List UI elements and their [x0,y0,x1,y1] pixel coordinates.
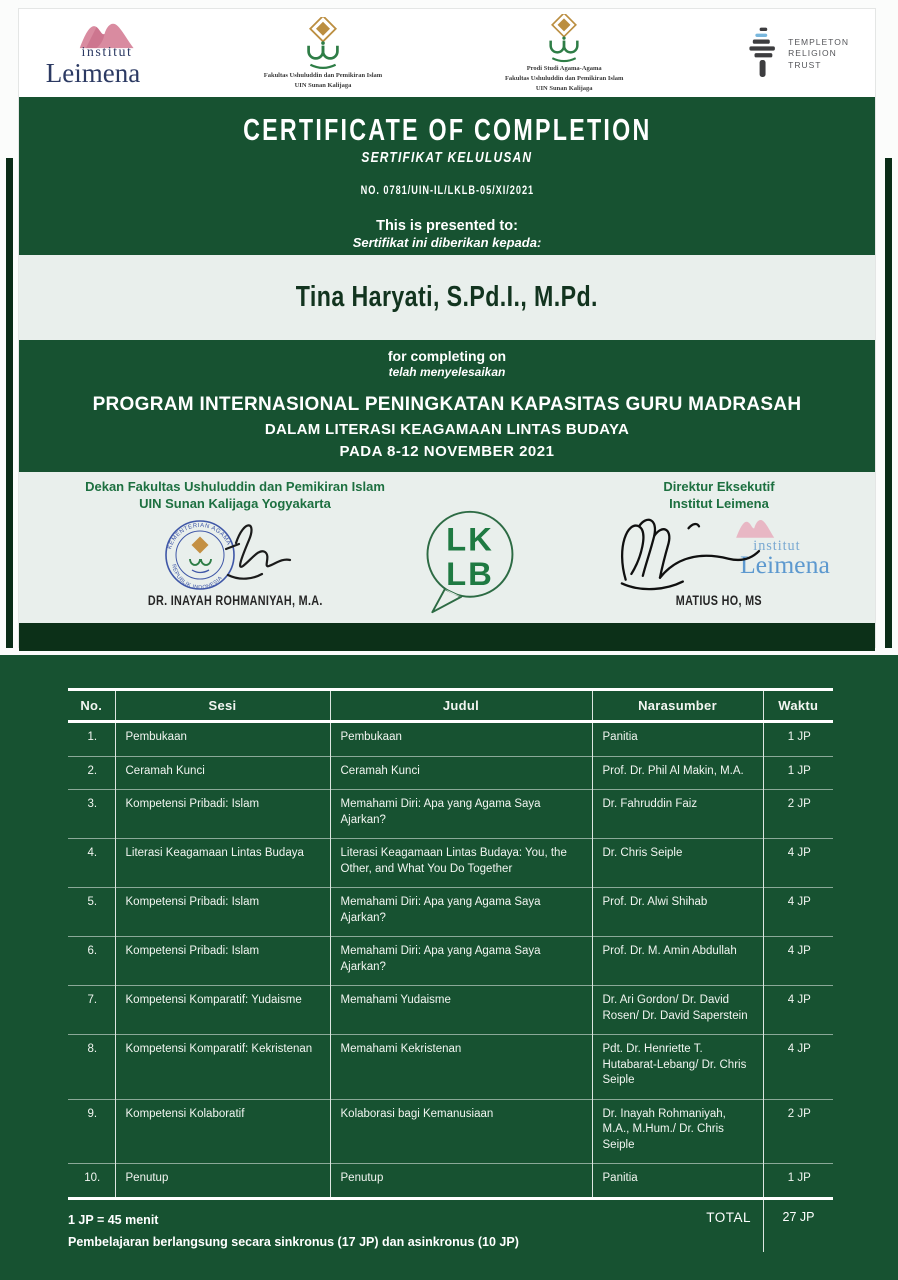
cell-no: 1. [87,731,98,743]
cell-narasumber: Prof. Dr. Phil Al Makin, M.A. [592,756,763,790]
back-page-edge-left [6,158,13,648]
uin-emblem-icon [544,14,584,64]
table-row [68,1035,833,1100]
templeton-tree-icon [746,25,780,83]
presented-to-id: Sertifikat ini diberikan kepada: [352,235,542,250]
cell-judul: Memahami Kekristenan [330,1035,592,1100]
lklb-letters-bottom: LB [446,555,494,593]
certificate-title: CERTIFICATE OF COMPLETION [242,112,652,147]
col-header-waktu: Waktu [763,690,833,722]
cell-narasumber: Panitia [592,1164,763,1199]
total-value: 27 JP [763,1200,833,1252]
cell-narasumber: Dr. Ari Gordon/ Dr. David Rosen/ Dr. David Saperstein [592,986,763,1035]
signature-band [19,472,875,623]
cell-judul: Penutup [330,1164,592,1199]
cell-waktu: 4 JP [763,888,833,937]
signature-left-scribble-icon [226,525,290,578]
watermark-mountain-icon [736,520,774,538]
signatory-right-title2: Institut Leimena [669,495,769,511]
cell-narasumber: Dr. Inayah Rohmaniyah, M.A., M.Hum./ Dr. Chris Seiple [592,1099,763,1164]
col-header-sesi: Sesi [115,690,330,722]
signatory-right [559,479,879,608]
cell-judul: Ceramah Kunci [330,756,592,790]
prodi-logo-line3: UIN Sunan Kalijaga [535,85,593,93]
cell-judul: Kolaborasi bagi Kemanusiaan [330,1099,592,1164]
cell-waktu: 4 JP [763,1035,833,1100]
cell-sesi: Penutup [115,1164,330,1199]
cell-waktu: 4 JP [763,839,833,888]
stamp-text-top: KEMENTERIAN AGAMA [167,522,232,550]
presented-to-en: This is presented to: [376,218,518,234]
cell-narasumber: Dr. Fahruddin Faiz [592,790,763,839]
stamp-text-bottom: REPUBLIK INDONESIA [170,563,224,591]
table-row [68,888,833,937]
cell-narasumber: Panitia [592,722,763,757]
signatory-left [35,479,435,608]
cell-sesi: Kompetensi Komparatif: Yudaisme [115,986,330,1035]
cell-no: 8. [68,1035,115,1100]
cell-sesi: Kompetensi Komparatif: Kekristenan [115,1035,330,1100]
table-row [68,986,833,1035]
table-header-row [68,690,833,722]
lklb-letters-top: LK [446,520,494,558]
leimena-logo-line1: institut [81,45,133,60]
cell-judul: Literasi Keagamaan Lintas Budaya: You, the Other, and What You Do Together [330,839,592,888]
watermark-leimena: Leimena [739,549,830,579]
leimena-logo-line2: Leimena [45,58,141,88]
program-title-line3: PADA 8-12 NOVEMBER 2021 [339,443,555,460]
recipient-name: Tina Haryati, S.Pd.I., M.Pd. [295,281,599,313]
cell-waktu: 2 JP [763,790,833,839]
certificate-number: NO. 0781/UIN-IL/LKLB-05/XI/2021 [360,185,534,197]
ministry-stamp-icon [140,513,330,593]
signature-scribble [622,520,759,589]
certificate-subtitle: SERTIFIKAT KELULUSAN [361,149,533,166]
prodi-agama-logo [505,14,623,94]
institut-leimena-logo [45,19,141,89]
signatory-right-title1: Direktur Eksekutif [663,479,775,494]
table-row [68,937,833,986]
program-title-line2: DALAM LITERASI KEAGAMAAN LINTAS BUDAYA [264,421,630,438]
col-header-no: No. [68,690,115,722]
templeton-logo-line2: RELIGION [788,48,837,59]
table-row [68,1099,833,1164]
fakultas-ushuluddin-logo [264,17,382,91]
cell-narasumber: Dr. Chris Seiple [592,839,763,888]
watermark-institut: institut [753,537,801,554]
cell-narasumber: Prof. Dr. M. Amin Abdullah [592,937,763,986]
cell-sesi: Pembukaan [115,722,330,757]
cell-judul: Memahami Yudaisme [330,986,592,1035]
cell-sesi: Kompetensi Kolaboratif [115,1099,330,1164]
cell-narasumber: Pdt. Dr. Henriette T. Hutabarat-Lebang/ Dr. Chris Seiple [592,1035,763,1100]
recipient-band [19,255,875,340]
fakultas-logo-line2: UIN Sunan Kalijaga [294,82,352,89]
cell-sesi: Literasi Keagamaan Lintas Budaya [115,839,330,888]
signatory-left-title1: Dekan Fakultas Ushuluddin dan Pemikiran Islam [85,479,385,494]
cell-waktu: 4 JP [763,986,833,1035]
table-row [68,1164,833,1199]
jp-note: 1 JP = 45 menit [68,1212,159,1227]
cell-sesi: Kompetensi Pribadi: Islam [115,937,330,986]
cell-judul: Memahami Diri: Apa yang Agama Saya Ajarkan? [330,888,592,937]
schedule-footer [68,1200,833,1254]
table-row [68,790,833,839]
program-title-line1: PROGRAM INTERNASIONAL PENINGKATAN KAPASITAS GURU MADRASAH [92,394,802,415]
certificate-sheet [18,8,876,648]
cell-no: 9. [68,1099,115,1164]
col-header-narasumber: Narasumber [592,690,763,722]
schedule-table [68,688,833,1200]
for-completing-id: telah menyelesaikan [388,365,506,379]
table-row [68,839,833,888]
cell-waktu: 1 JP [763,722,833,757]
program-section [19,340,875,472]
cell-no: 6. [68,937,115,986]
prodi-logo-line2: Fakultas Ushuluddin dan Pemikiran Islam [504,74,624,82]
cell-waktu: 4 JP [763,937,833,986]
signature-right-icon [569,513,869,593]
signatory-left-title2: UIN Sunan Kalijaga Yogyakarta [139,495,331,511]
cell-no: 5. [68,888,115,937]
cell-sesi: Kompetensi Pribadi: Islam [115,790,330,839]
cell-no: 2. [68,756,115,790]
templeton-religion-trust-logo [746,25,849,83]
leimena-watermark [736,520,830,579]
certificate-footer-strip [19,623,875,651]
cell-narasumber: Prof. Dr. Alwi Shihab [592,888,763,937]
cell-no: 4. [68,839,115,888]
signatory-left-name: DR. INAYAH ROHMANIYAH, M.A. [147,592,323,608]
for-completing-en: for completing on [387,348,507,364]
signatory-right-name: MATIUS HO, MS [675,592,763,608]
total-label: TOTAL [706,1209,751,1225]
cell-waktu: 1 JP [763,1164,833,1199]
col-header-judul: Judul [330,690,592,722]
cell-waktu: 1 JP [763,756,833,790]
cell-no: 10. [68,1164,115,1199]
cell-no: 7. [68,986,115,1035]
cell-judul: Memahami Diri: Apa yang Agama Saya Ajarkan? [330,790,592,839]
logo-header [19,9,875,97]
svg-text:REPUBLIK INDONESIA [170,563,224,590]
fakultas-logo-line1: Fakultas Ushuluddin dan Pemikiran Islam [263,71,383,79]
table-row [68,756,833,790]
cell-judul: Memahami Diri: Apa yang Agama Saya Ajarkan? [330,937,592,986]
lklb-bubble-icon [415,506,523,618]
lklb-logo [407,506,531,623]
schedule-section [0,655,898,1280]
cell-sesi: Ceramah Kunci [115,756,330,790]
cell-judul: Pembukaan [330,722,592,757]
templeton-logo-line3: TRUST [788,59,822,70]
back-page-edge-right [885,158,892,648]
templeton-logo-line1: TEMPLETON [788,37,849,48]
prodi-logo-line1: Prodi Studi Agama-Agama [526,64,602,72]
cell-waktu: 2 JP [763,1099,833,1164]
cell-no: 3. [68,790,115,839]
cell-sesi: Kompetensi Pribadi: Islam [115,888,330,937]
table-row [68,722,833,757]
sync-note: Pembelajaran berlangsung secara sinkronus (17 JP) dan asinkronus (10 JP) [68,1235,519,1250]
uin-emblem-icon [303,17,343,71]
certificate-banner [19,97,875,255]
